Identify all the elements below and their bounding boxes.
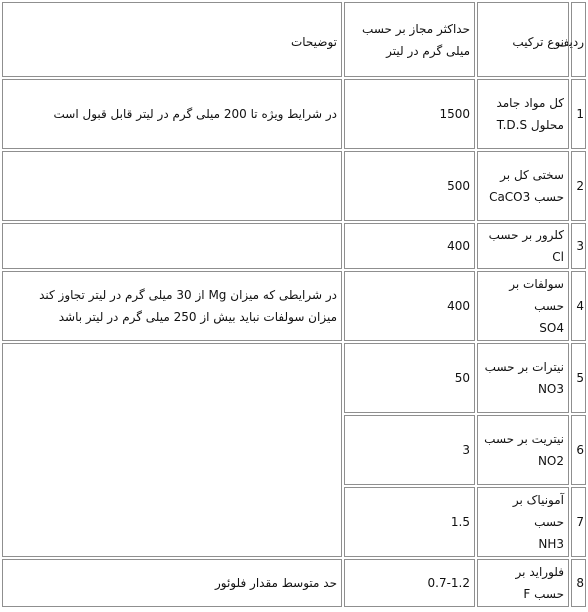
compound-name-line: سختی کل بر — [500, 168, 564, 182]
compound-name-line: سولفات بر حسب — [509, 277, 564, 313]
description-line: در شرایطی که میزان Mg از 30 میلی گرم در لیتر تجاوز کند — [39, 288, 337, 302]
compound-name-line: آمونیاک بر حسب — [512, 493, 564, 529]
description-line: میزان سولفات نباید بیش از 250 میلی گرم در لیتر باشد — [58, 310, 337, 324]
max-limit-value: 400 — [447, 239, 470, 253]
compound-name — [485, 356, 564, 400]
row-number-cell — [571, 151, 586, 221]
compound-name — [482, 224, 564, 268]
row-number-cell — [571, 559, 586, 607]
row-number: 3 — [576, 239, 584, 253]
max-limit-value: 50 — [454, 371, 470, 385]
compound-name-line: نیترات بر حسب — [484, 360, 564, 374]
row-number-cell — [571, 487, 586, 557]
row-number-cell — [571, 79, 586, 149]
row-number-cell — [571, 271, 586, 341]
compound-name — [496, 92, 564, 136]
description-text — [39, 284, 337, 328]
compound-name-line: NO3 — [537, 382, 564, 396]
description-line: حد متوسط مقدار فلوئور — [214, 576, 337, 590]
description-cell — [2, 223, 342, 269]
compound-name-line: نیتریت بر حسب — [484, 432, 564, 446]
compound-cell — [477, 79, 569, 149]
row-number-cell — [571, 343, 586, 413]
compound-name — [489, 164, 564, 208]
row-number: 7 — [576, 515, 584, 529]
header-desc — [2, 2, 342, 77]
description-text — [215, 572, 337, 594]
row-number: 2 — [576, 179, 584, 193]
compound-cell — [477, 487, 569, 557]
compound-name — [484, 428, 564, 472]
row-number: 4 — [576, 299, 584, 313]
compound-cell — [477, 223, 569, 269]
description-cell — [2, 79, 342, 149]
description-cell — [2, 271, 342, 341]
max-limit-cell — [344, 151, 475, 221]
header-desc-text: توضیحات — [290, 35, 337, 49]
row-number: 8 — [576, 576, 584, 590]
max-limit-cell — [344, 79, 475, 149]
compound-cell — [477, 271, 569, 341]
max-limit-cell — [344, 559, 475, 607]
header-type — [477, 2, 569, 77]
row-number: 1 — [576, 107, 584, 121]
compound-cell — [477, 343, 569, 413]
row-number: 5 — [576, 371, 584, 385]
description-text — [53, 103, 337, 125]
description-cell — [2, 559, 342, 607]
row-number: 6 — [576, 443, 584, 457]
compound-cell — [477, 415, 569, 485]
header-type-text: نوع ترکیب — [512, 35, 564, 49]
compound-name-line: کل مواد جامد — [496, 96, 564, 110]
compound-name-line: NH3 — [538, 537, 564, 551]
header-max-text: حداکثر مجاز بر حسب میلی گرم در لیتر — [362, 22, 470, 58]
max-limit-cell — [344, 343, 475, 413]
compound-cell — [477, 559, 569, 607]
header-max — [344, 2, 475, 77]
compound-name-line: کلرور بر حسب Cl — [488, 228, 564, 264]
header-radif-text: ردیف — [557, 35, 584, 49]
max-limit-value: 500 — [447, 179, 470, 193]
max-limit-cell — [344, 487, 475, 557]
max-limit-value: 3 — [462, 443, 470, 457]
compound-name-line: NO2 — [537, 454, 564, 468]
max-limit-cell — [344, 223, 475, 269]
row-number-cell — [571, 223, 586, 269]
description-line: در شرایط ویژه تا 200 میلی گرم در لیتر قابل قبول است — [53, 107, 337, 121]
description-cell — [2, 343, 342, 557]
compound-name-line: حسب CaCO3 — [489, 190, 564, 204]
compound-name-line: فلوراید بر حسب F — [515, 565, 564, 601]
water-quality-table — [2, 2, 586, 612]
compound-name-line: SO4 — [539, 321, 564, 335]
max-limit-value: 1.5 — [450, 515, 470, 529]
compound-name — [482, 273, 564, 339]
description-cell — [2, 151, 342, 221]
compound-name — [482, 561, 564, 605]
row-number-cell — [571, 415, 586, 485]
header-radif — [557, 2, 586, 77]
max-limit-value: 400 — [447, 299, 470, 313]
max-limit-value: 1500 — [439, 107, 470, 121]
compound-name — [482, 489, 564, 555]
max-limit-value: 0.7-1.2 — [427, 576, 470, 590]
max-limit-cell — [344, 415, 475, 485]
max-limit-cell — [344, 271, 475, 341]
compound-cell — [477, 151, 569, 221]
compound-name-line: محلول T.D.S — [496, 118, 564, 132]
